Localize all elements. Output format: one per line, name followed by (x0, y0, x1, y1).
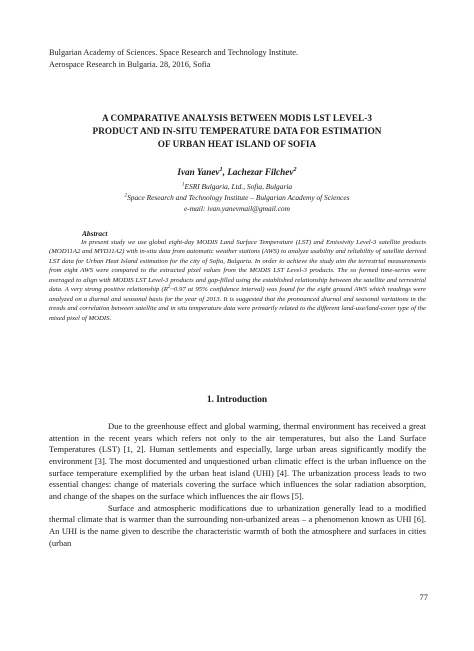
author-separator: , (222, 167, 228, 177)
header-line-2: Aerospace Research in Bulgaria. 28, 2016, Sofia (49, 60, 211, 69)
contact-email: e-mail: ivan.yanevmail@gmail.com (184, 204, 290, 214)
affiliation-mark: 1 (181, 181, 185, 188)
affiliation-text: ESRI Bulgaria, Ltd., Sofia, Bulgaria (184, 182, 293, 191)
paragraph: Due to the greenhouse effect and global warming, thermal environment has received a great attention in the recent years which refers not only to the air temperatures, but also the Land Surface Temperatures (LST) [1, 2]. Human settlements and especially, large urban areas significantly modify the environment [3]. The most documented and unquestioned urban climatic effect is the urban influence on the surface temperature exemplified by the urban heat island (UHI) [4]. The urbanization process leads to two essential changes: change of materials covering the surface which influences the solar radiation absorption, and change of the shapes on the surface which influences the air flows [5]. (49, 421, 426, 501)
section-heading: 1. Introduction (206, 395, 268, 405)
body-text (49, 421, 426, 549)
author-name: Lachezar Filchev (227, 167, 294, 177)
abstract-text (49, 238, 426, 323)
abstract-part-2: ~0.97 at 95% confidence interval) was found for the eight ground AWS which readings were analyzed on a diurnal and seasonal basis for the year of 2013. It is suggested that the pronounced diurnal and seasonal variations in the trends and correlation between satellite and in situ temperature data were primarily related to the different land-use/land-cover type of the mixed pixel of MODIS. (49, 286, 427, 322)
author-list (50, 166, 424, 178)
paragraph: Surface and atmospheric modifications due to urbanization generally lead to a modified thermal climate that is warmer than the surrounding non-urbanized areas – a phenomenon known as UHI [6]. An UHI is the name given to describe the characteristic warmth of both the atmosphere and surfaces in cities (urban (49, 502, 426, 548)
affiliation-1 (50, 181, 424, 192)
journal-header (49, 47, 429, 71)
title-line-3: OF URBAN HEAT ISLAND OF SOFIA (157, 139, 317, 150)
abstract-part-1: In present study we use global eight-day MODIS Land Surface Temperature (LST) and Emissivity Level-3 satellite products (MOD11A2 and MYD11A2) with in-situ data from automatic weather stations (AWS) to analyze usability and reliability of satellite derived LST data for Urban Heat Island estimation for the city of Sofia, Bulgaria. In order to achieve the study aim the terrestrial measurements from eight AWS were compared to the extracted pixel values from the MODIS LST Level-3 products. The so formed time-series were averaged to align with MODIS LST Level-3 products and gap-filled using the established relationship between the satellite and terrestrial data. A very strong positive relationship (R (49, 239, 426, 294)
r-squared-superscript: 2 (167, 285, 171, 291)
affiliation-mark: 2 (124, 192, 128, 199)
title-line-2: PRODUCT AND IN-SITU TEMPERATURE DATA FOR ESTIMATION (92, 126, 382, 137)
title-line-1: A COMPARATIVE ANALYSIS BETWEEN MODIS LST LEVEL-3 (101, 113, 373, 123)
header-line-1: Bulgarian Academy of Sciences. Space Research and Technology Institute. (49, 48, 299, 57)
author-name: Ivan Yanev (177, 167, 220, 177)
abstract-heading: Abstract (82, 229, 108, 238)
author-affiliation-mark: 2 (293, 165, 297, 173)
affiliation-text: Space Research and Technology Institute – Bulgarian Academy of Sciences (127, 193, 350, 203)
page-number: 77 (419, 592, 428, 602)
affiliation-2 (50, 192, 424, 203)
author-affiliation-mark: 1 (219, 165, 223, 173)
paper-title (50, 112, 424, 152)
affiliations (50, 181, 424, 215)
